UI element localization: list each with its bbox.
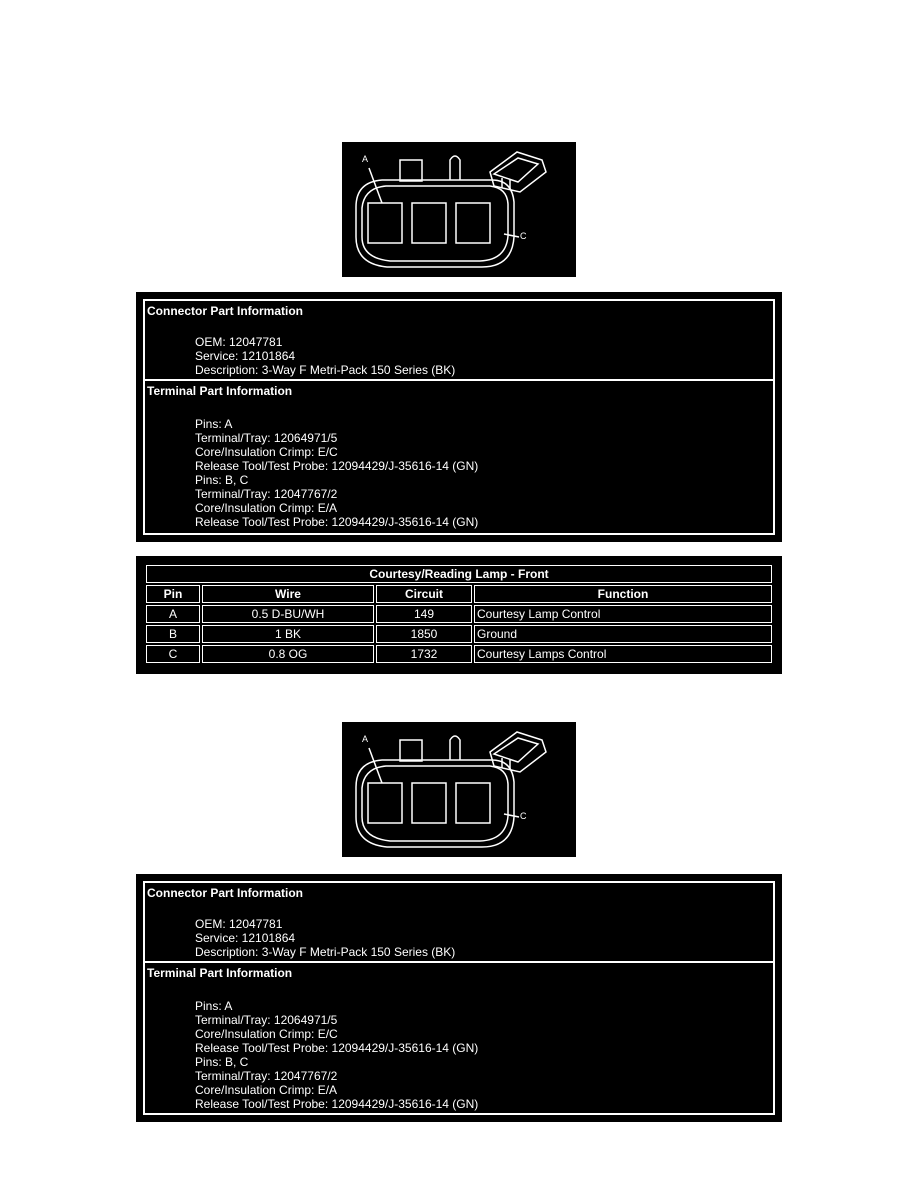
- wire-cell: 1 BK: [202, 625, 374, 643]
- column-header: Circuit: [376, 585, 472, 603]
- pin-table-panel: [136, 556, 782, 674]
- terminal-line: Core/Insulation Crimp: E/A: [195, 501, 338, 515]
- connector-diagram: [342, 142, 576, 277]
- terminal-line: Release Tool/Test Probe: 12094429/J-35616-14 (GN): [195, 459, 479, 473]
- section-heading: Terminal Part Information: [147, 966, 293, 980]
- circuit-cell: 1732: [376, 645, 472, 663]
- circuit-cell: 1850: [376, 625, 472, 643]
- connector-diagram: [342, 722, 576, 857]
- pin-cell: C: [146, 645, 200, 663]
- pin-c-label: C: [520, 811, 527, 821]
- oem-line: OEM: 12047781: [195, 917, 283, 931]
- table-row: [146, 605, 772, 623]
- terminal-line: Pins: B, C: [195, 473, 249, 487]
- terminal-line: Terminal/Tray: 12064971/5: [195, 1013, 338, 1027]
- function-cell: Courtesy Lamps Control: [474, 645, 772, 663]
- terminal-line: Terminal/Tray: 12064971/5: [195, 431, 338, 445]
- service-line: Service: 12101864: [195, 931, 296, 945]
- terminal-line: Core/Insulation Crimp: E/C: [195, 1027, 338, 1041]
- column-header: Wire: [202, 585, 374, 603]
- column-header: Pin: [146, 585, 200, 603]
- description-line: Description: 3-Way F Metri-Pack 150 Series (BK): [195, 363, 456, 377]
- terminal-part-section: [145, 963, 773, 1113]
- wire-cell: 0.5 D-BU/WH: [202, 605, 374, 623]
- terminal-line: Release Tool/Test Probe: 12094429/J-35616-14 (GN): [195, 515, 479, 529]
- terminal-line: Pins: A: [195, 417, 233, 431]
- service-line: Service: 12101864: [195, 349, 296, 363]
- section-heading: Connector Part Information: [147, 304, 304, 318]
- terminal-line: Core/Insulation Crimp: E/A: [195, 1083, 338, 1097]
- connector-part-section: [145, 883, 773, 963]
- terminal-line: Terminal/Tray: 12047767/2: [195, 1069, 338, 1083]
- circuit-cell: 149: [376, 605, 472, 623]
- function-cell: Courtesy Lamp Control: [474, 605, 772, 623]
- wire-cell: 0.8 OG: [202, 645, 374, 663]
- terminal-line: Release Tool/Test Probe: 12094429/J-35616-14 (GN): [195, 1041, 479, 1055]
- terminal-line: Terminal/Tray: 12047767/2: [195, 487, 338, 501]
- terminal-line: Pins: A: [195, 999, 233, 1013]
- connector-face-icon: [342, 142, 576, 277]
- section-heading: Connector Part Information: [147, 886, 304, 900]
- column-header: Function: [474, 585, 772, 603]
- section-heading: Terminal Part Information: [147, 384, 293, 398]
- terminal-line: Release Tool/Test Probe: 12094429/J-35616-14 (GN): [195, 1097, 479, 1111]
- description-line: Description: 3-Way F Metri-Pack 150 Series (BK): [195, 945, 456, 959]
- part-info-panel: [136, 874, 782, 1122]
- connector-part-section: [145, 301, 773, 381]
- pin-cell: B: [146, 625, 200, 643]
- pin-c-label: C: [520, 231, 527, 241]
- connector-face-icon: [342, 722, 576, 857]
- table-row: [146, 625, 772, 643]
- pin-table: [144, 563, 774, 665]
- pin-a-label: A: [362, 154, 369, 164]
- terminal-part-section: [145, 381, 773, 533]
- oem-line: OEM: 12047781: [195, 335, 283, 349]
- part-info-panel: [136, 292, 782, 542]
- terminal-line: Core/Insulation Crimp: E/C: [195, 445, 338, 459]
- table-row: [146, 645, 772, 663]
- pin-cell: A: [146, 605, 200, 623]
- table-title: Courtesy/Reading Lamp - Front: [146, 565, 772, 583]
- pin-a-label: A: [362, 734, 369, 744]
- function-cell: Ground: [474, 625, 772, 643]
- terminal-line: Pins: B, C: [195, 1055, 249, 1069]
